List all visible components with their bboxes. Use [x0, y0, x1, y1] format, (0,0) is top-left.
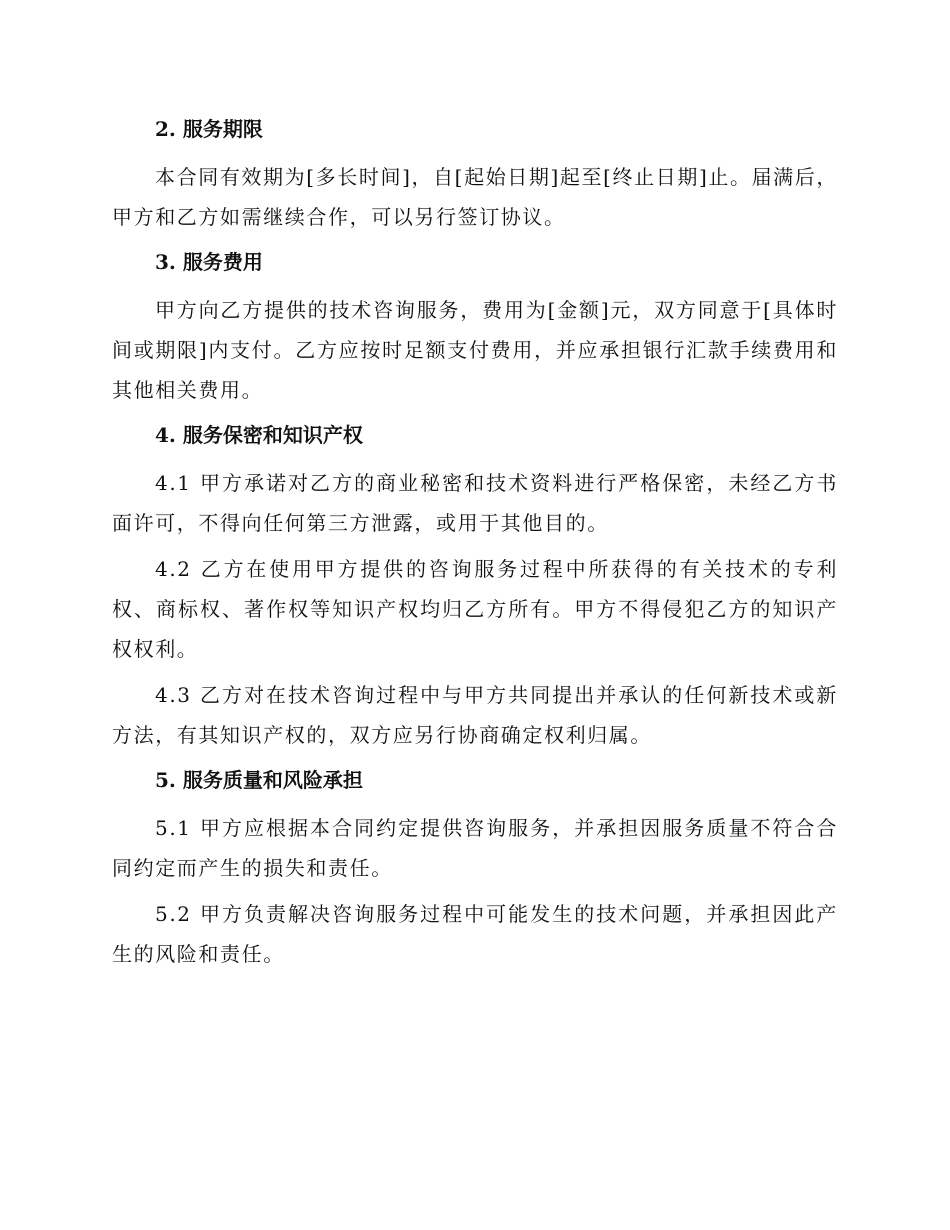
section-quality-risk	[112, 767, 838, 974]
paragraph: 4.1 甲方承诺对乙方的商业秘密和技术资料进行严格保密，未经乙方书面许可，不得向任何第三方泄露，或用于其他目的。	[112, 471, 838, 535]
paragraph: 5.2 甲方负责解决咨询服务过程中可能发生的技术问题，并承担因此产生的风险和责任。	[112, 902, 838, 966]
paragraph: 4.2 乙方在使用甲方提供的咨询服务过程中所获得的有关技术的专利权、商标权、著作权等知识产权均归乙方所有。甲方不得侵犯乙方的知识产权权利。	[112, 557, 838, 661]
section-heading: 5. 服务质量和风险承担	[155, 768, 363, 792]
section-service-fee	[112, 249, 838, 410]
section-service-term	[112, 116, 838, 237]
section-heading: 2. 服务期限	[155, 117, 263, 141]
paragraph: 本合同有效期为[多长时间]，自[起始日期]起至[终止日期]止。届满后，甲方和乙方如需继续合作，可以另行签订协议。	[112, 165, 838, 229]
paragraph: 5.1 甲方应根据本合同约定提供咨询服务，并承担因服务质量不符合合同约定而产生的损失和责任。	[112, 816, 838, 880]
paragraph: 甲方向乙方提供的技术咨询服务，费用为[金额]元，双方同意于[具体时间或期限]内支付。乙方应按时足额支付费用，并应承担银行汇款手续费用和其他相关费用。	[112, 298, 838, 402]
section-heading: 3. 服务费用	[155, 250, 263, 274]
section-heading: 4. 服务保密和知识产权	[155, 423, 363, 447]
section-confidentiality-ip	[112, 422, 838, 755]
paragraph: 4.3 乙方对在技术咨询过程中与甲方共同提出并承认的任何新技术或新方法，有其知识产权的，双方应另行协商确定权利归属。	[112, 683, 838, 747]
